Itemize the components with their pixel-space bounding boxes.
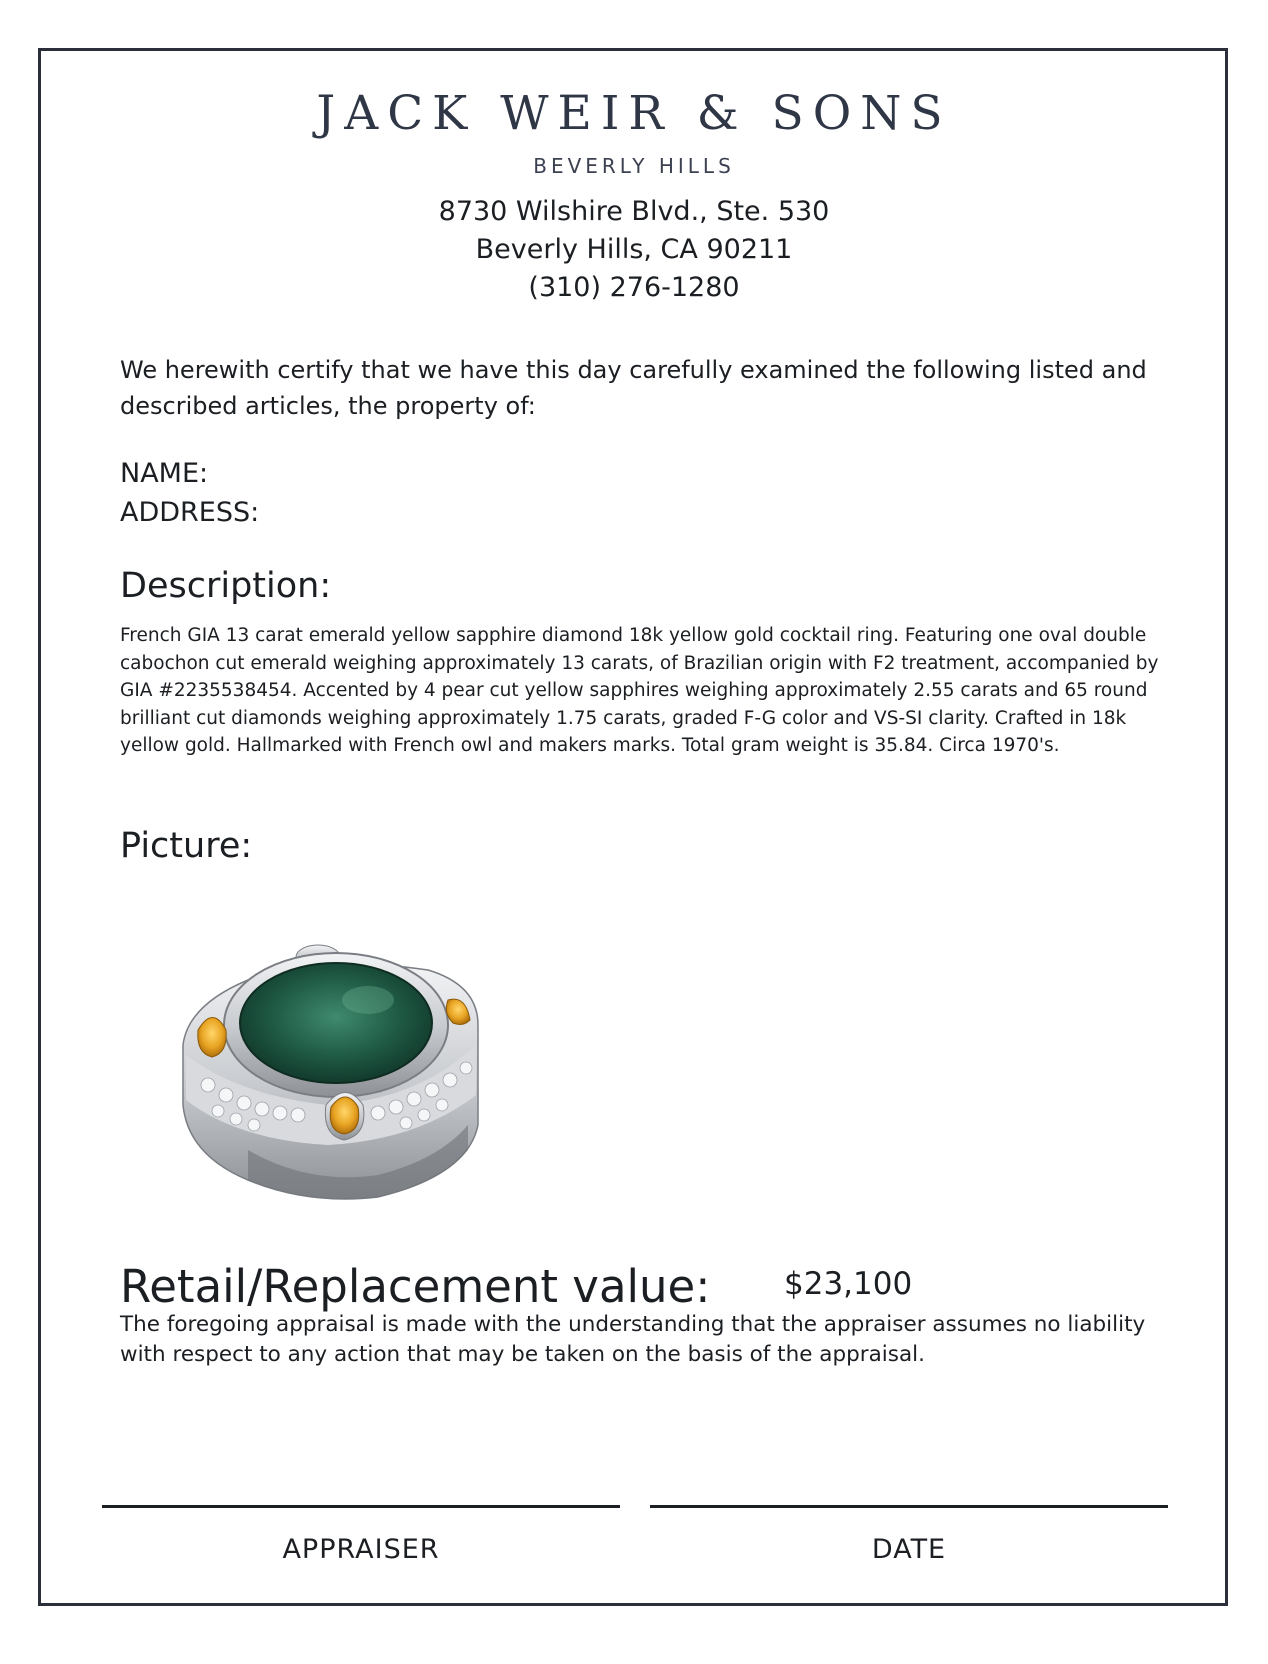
description-heading: Description: xyxy=(120,566,332,606)
name-label: NAME: xyxy=(120,458,209,489)
appraiser-label: APPRAISER xyxy=(282,1534,440,1565)
brand-logo: JACK WEIR & SONS xyxy=(316,86,952,141)
brand-location: BEVERLY HILLS xyxy=(533,154,735,178)
value-label: Retail/Replacement value: xyxy=(120,1260,711,1313)
picture-heading: Picture: xyxy=(120,826,253,866)
disclaimer-text: The foregoing appraisal is made with the understanding that the appraiser assumes no liability with respect to any action that may be taken on the basis of the appraisal. xyxy=(120,1312,1146,1367)
ring-photo xyxy=(178,935,508,1205)
address-line-1: 8730 Wilshire Blvd., Ste. 530 xyxy=(438,196,830,227)
appraiser-signature-line xyxy=(102,1505,620,1508)
date-signature-line xyxy=(650,1505,1168,1508)
description-text: French GIA 13 carat emerald yellow sapphire diamond 18k yellow gold cocktail ring. Featuring one oval double cabochon cut emerald weighing approximately 13 carats, of Brazilian origin with F2 treatment, accompanied by GIA #2235538454. Accented by 4 pear cut yellow sapphires weighing approximately 2.55 carats and 65 round brilliant cut diamonds weighing approximately 1.75 carats, graded F-G color and VS-SI clarity. Crafted in 18k yellow gold. Hallmarked with French owl and makers marks. Total gram weight is 35.84. Circa 1970's. xyxy=(120,625,1159,756)
address-label: ADDRESS: xyxy=(120,497,260,528)
phone-number: (310) 276-1280 xyxy=(528,272,740,303)
value-amount: $23,100 xyxy=(784,1266,913,1302)
date-label: DATE xyxy=(871,1534,947,1565)
address-line-2: Beverly Hills, CA 90211 xyxy=(475,234,793,265)
certification-statement: We herewith certify that we have this day carefully examined the following listed and described articles, the property of: xyxy=(120,356,1147,420)
